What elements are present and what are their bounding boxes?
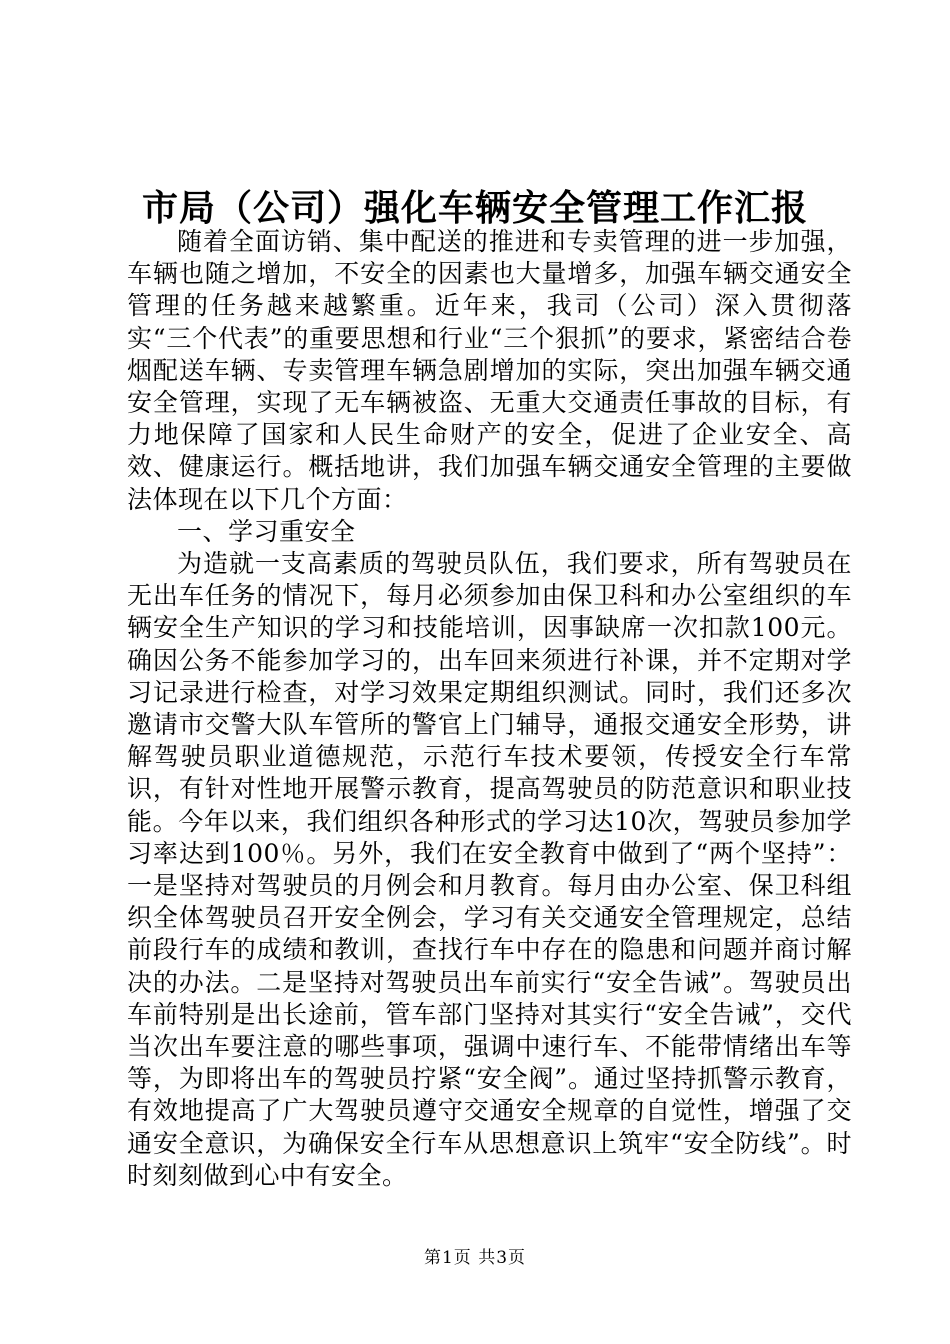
- intro-paragraph: 随着全面访销、集中配送的推进和专卖管理的进一步加强，车辆也随之增加，不安全的因素也大量增多，加强车辆交通安全管理的任务越来越繁重。近年来，我司（公司）深入贯彻落实“三个代表”的重要思想和行业“三个狠抓”的要求，紧密结合卷烟配送车辆、专卖管理车辆急剧增加的实际，突出加强车辆交通安全管理，实现了无车辆被盗、无重大交通责任事故的目标，有力地保障了国家和人民生命财产的安全，促进了企业安全、高效、健康运行。概括地讲，我们加强车辆交通安全管理的主要做法体现在以下几个方面：: [127, 227, 852, 514]
- document-title: 市局（公司）强化车辆安全管理工作汇报: [141, 187, 808, 229]
- document-body: [127, 226, 852, 1192]
- section-paragraph: 为造就一支高素质的驾驶员队伍，我们要求，所有驾驶员在无出车任务的情况下，每月必须参加由保卫科和办公室组织的车辆安全生产知识的学习和技能培训，因事缺席一次扣款100元。确因公务不能参加学习的，出车回来须进行补课，并不定期对学习记录进行检查，对学习效果定期组织测试。同时，我们还多次邀请市交警大队车管所的警官上门辅导，通报交通安全形势，讲解驾驶员职业道德规范，示范行车技术要领，传授安全行车常识，有针对性地开展警示教育，提高驾驶员的防范意识和职业技能。今年以来，我们组织各种形式的学习达10次，驾驶员参加学习率达到100％。另外，我们在安全教育中做到了“两个坚持”：一是坚持对驾驶员的月例会和月教育。每月由办公室、保卫科组织全体驾驶员召开安全例会，学习有关交通安全管理规定，总结前段行车的成绩和教训，查找行车中存在的隐患和问题并商讨解决的办法。二是坚持对驾驶员出车前实行“安全告诫”。驾驶员出车前特别是出长途前，管车部门坚持对其实行“安全告诫”，交代当次出车要注意的哪些事项，强调中速行车、不能带情绪出车等等，为即将出车的驾驶员拧紧“安全阀”。通过坚持抓警示教育，有效地提高了广大驾驶员遵守交通安全规章的自觉性，增强了交通安全意识，为确保安全行车从思想意识上筑牢“安全防线”。时时刻刻做到心中有安全。: [127, 549, 852, 1190]
- page-footer: 第1页 共3页: [423, 1248, 527, 1268]
- section-heading: 一、学习重安全: [177, 516, 356, 546]
